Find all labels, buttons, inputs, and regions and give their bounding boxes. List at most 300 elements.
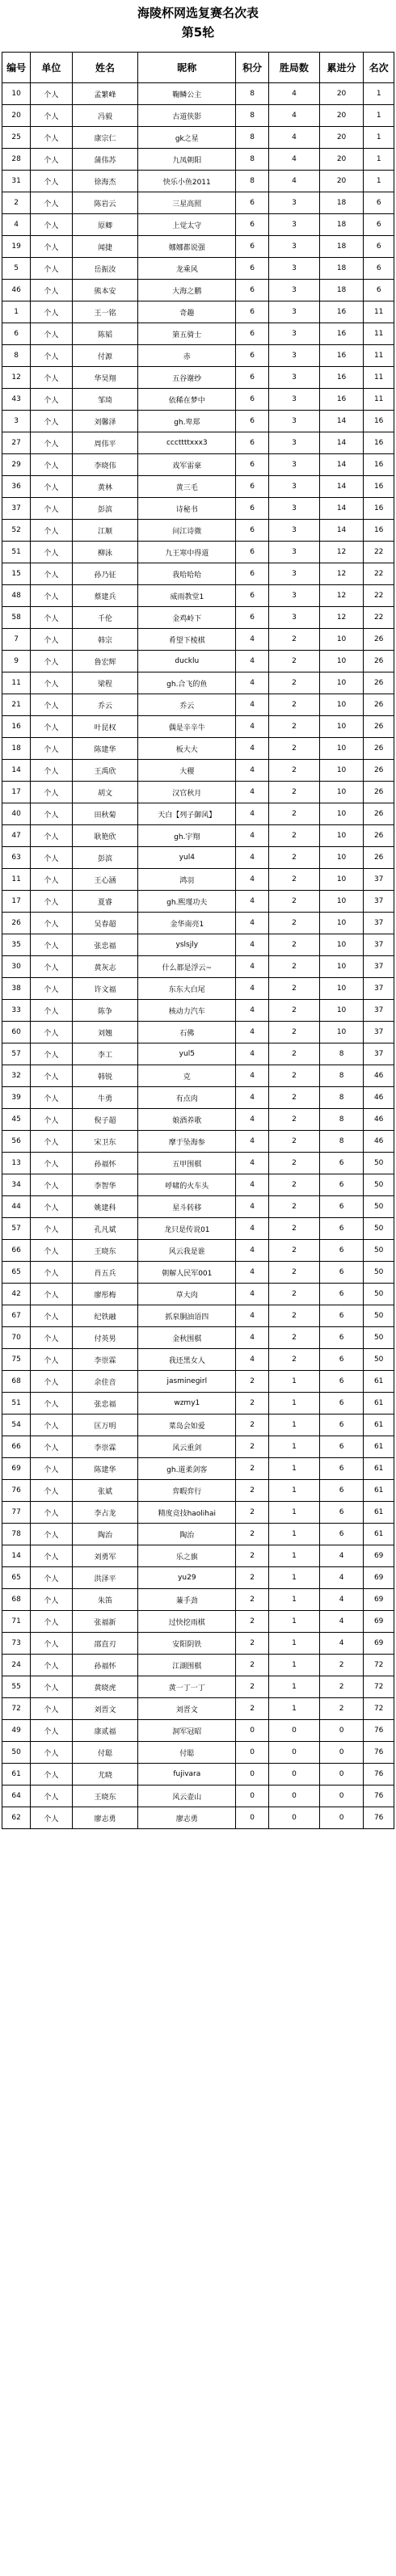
cell-name: 康宗仁	[72, 127, 138, 149]
cell-number: 60	[2, 1022, 31, 1043]
cell-unit: 个人	[31, 1153, 72, 1174]
cell-points: 2	[236, 1436, 269, 1458]
cell-points: 4	[236, 934, 269, 956]
cell-name: 冯毅	[72, 105, 138, 127]
cell-unit: 个人	[31, 214, 72, 236]
cell-unit: 个人	[31, 585, 72, 607]
cell-number: 16	[2, 716, 31, 738]
cell-wins: 3	[269, 367, 320, 389]
cell-rank: 11	[364, 345, 394, 367]
cell-cumulative: 6	[319, 1349, 364, 1371]
table-row	[2, 345, 394, 367]
cell-unit: 个人	[31, 1174, 72, 1196]
cell-nickname: 摩于坠海参	[138, 1131, 236, 1153]
cell-nickname: 天白【列子御风】	[138, 803, 236, 825]
cell-unit: 个人	[31, 1611, 72, 1633]
cell-number: 9	[2, 651, 31, 672]
cell-points: 4	[236, 1174, 269, 1196]
column-header-points: 积分	[236, 53, 269, 83]
cell-nickname: gh.合飞的鱼	[138, 672, 236, 694]
cell-cumulative: 16	[319, 323, 364, 345]
table-row	[2, 1000, 394, 1022]
cell-number: 6	[2, 323, 31, 345]
cell-wins: 3	[269, 301, 320, 323]
cell-cumulative: 6	[319, 1196, 364, 1218]
cell-nickname: 金华南亮1	[138, 913, 236, 934]
cell-name: 柳泳	[72, 542, 138, 563]
cell-cumulative: 14	[319, 498, 364, 520]
cell-points: 6	[236, 345, 269, 367]
table-caption	[0, 0, 396, 52]
cell-cumulative: 10	[319, 651, 364, 672]
cell-rank: 26	[364, 629, 394, 651]
cell-unit: 个人	[31, 1393, 72, 1414]
cell-wins: 1	[269, 1458, 320, 1480]
cell-unit: 个人	[31, 149, 72, 171]
cell-cumulative: 18	[319, 236, 364, 258]
cell-rank: 1	[364, 171, 394, 192]
cell-wins: 1	[269, 1436, 320, 1458]
cell-number: 75	[2, 1349, 31, 1371]
cell-rank: 50	[364, 1349, 394, 1371]
cell-unit: 个人	[31, 411, 72, 432]
table-row	[2, 1043, 394, 1065]
cell-unit: 个人	[31, 1676, 72, 1698]
cell-number: 32	[2, 1065, 31, 1087]
cell-name: 李工	[72, 1043, 138, 1065]
cell-cumulative: 20	[319, 83, 364, 105]
cell-points: 6	[236, 607, 269, 629]
cell-nickname: yul4	[138, 847, 236, 869]
cell-number: 26	[2, 913, 31, 934]
cell-nickname: 抓泉胴油语四	[138, 1305, 236, 1327]
cell-number: 57	[2, 1218, 31, 1240]
cell-points: 4	[236, 738, 269, 760]
cell-cumulative: 12	[319, 585, 364, 607]
cell-cumulative: 20	[319, 149, 364, 171]
cell-rank: 76	[364, 1785, 394, 1807]
cell-unit: 个人	[31, 236, 72, 258]
cell-rank: 1	[364, 127, 394, 149]
cell-number: 39	[2, 1087, 31, 1109]
column-header-rank: 名次	[364, 53, 394, 83]
cell-points: 6	[236, 563, 269, 585]
cell-number: 73	[2, 1633, 31, 1655]
cell-number: 28	[2, 149, 31, 171]
cell-rank: 1	[364, 105, 394, 127]
cell-cumulative: 6	[319, 1284, 364, 1305]
cell-points: 8	[236, 127, 269, 149]
cell-unit: 个人	[31, 476, 72, 498]
table-row	[2, 782, 394, 803]
table-row	[2, 629, 394, 651]
cell-unit: 个人	[31, 1087, 72, 1109]
table-row	[2, 1305, 394, 1327]
cell-name: 陈建华	[72, 738, 138, 760]
cell-cumulative: 2	[319, 1655, 364, 1676]
cell-nickname: 娜娜都说强	[138, 236, 236, 258]
cell-unit: 个人	[31, 280, 72, 301]
cell-cumulative: 10	[319, 738, 364, 760]
cell-wins: 3	[269, 258, 320, 280]
cell-points: 4	[236, 803, 269, 825]
cell-wins: 2	[269, 1218, 320, 1240]
cell-wins: 3	[269, 585, 320, 607]
cell-wins: 2	[269, 1327, 320, 1349]
cell-wins: 4	[269, 83, 320, 105]
cell-points: 6	[236, 192, 269, 214]
cell-points: 4	[236, 716, 269, 738]
cell-wins: 2	[269, 1065, 320, 1087]
cell-unit: 个人	[31, 1414, 72, 1436]
cell-cumulative: 10	[319, 716, 364, 738]
cell-cumulative: 8	[319, 1043, 364, 1065]
cell-wins: 2	[269, 1196, 320, 1218]
cell-nickname: 依稀在梦中	[138, 389, 236, 411]
cell-name: 李智华	[72, 1174, 138, 1196]
cell-wins: 2	[269, 956, 320, 978]
table-row	[2, 498, 394, 520]
cell-wins: 2	[269, 1022, 320, 1043]
cell-number: 5	[2, 258, 31, 280]
cell-wins: 2	[269, 847, 320, 869]
cell-name: 黄林	[72, 476, 138, 498]
cell-number: 65	[2, 1567, 31, 1589]
cell-rank: 6	[364, 258, 394, 280]
cell-unit: 个人	[31, 432, 72, 454]
cell-cumulative: 18	[319, 280, 364, 301]
cell-number: 21	[2, 694, 31, 716]
cell-points: 8	[236, 83, 269, 105]
cell-points: 6	[236, 280, 269, 301]
table-row	[2, 1785, 394, 1807]
cell-number: 48	[2, 585, 31, 607]
cell-unit: 个人	[31, 1502, 72, 1524]
cell-wins: 3	[269, 280, 320, 301]
cell-name: 千伦	[72, 607, 138, 629]
cell-rank: 61	[364, 1458, 394, 1480]
cell-unit: 个人	[31, 738, 72, 760]
cell-rank: 46	[364, 1087, 394, 1109]
table-row	[2, 432, 394, 454]
cell-rank: 69	[364, 1567, 394, 1589]
cell-unit: 个人	[31, 1065, 72, 1087]
cell-unit: 个人	[31, 367, 72, 389]
cell-wins: 4	[269, 105, 320, 127]
table-row	[2, 1284, 394, 1305]
cell-wins: 2	[269, 978, 320, 1000]
cell-points: 4	[236, 782, 269, 803]
cell-rank: 16	[364, 498, 394, 520]
cell-points: 4	[236, 1109, 269, 1131]
cell-points: 2	[236, 1371, 269, 1393]
cell-rank: 6	[364, 192, 394, 214]
cell-nickname: 诗秘书	[138, 498, 236, 520]
cell-unit: 个人	[31, 105, 72, 127]
cell-cumulative: 4	[319, 1567, 364, 1589]
cell-rank: 37	[364, 869, 394, 891]
cell-number: 7	[2, 629, 31, 651]
table-row	[2, 454, 394, 476]
cell-rank: 50	[364, 1174, 394, 1196]
cell-unit: 个人	[31, 716, 72, 738]
cell-wins: 2	[269, 1174, 320, 1196]
table-row	[2, 192, 394, 214]
cell-name: 邹琦	[72, 389, 138, 411]
cell-name: 韩锐	[72, 1065, 138, 1087]
cell-cumulative: 0	[319, 1764, 364, 1785]
cell-wins: 0	[269, 1785, 320, 1807]
cell-rank: 61	[364, 1393, 394, 1414]
cell-cumulative: 20	[319, 105, 364, 127]
cell-rank: 69	[364, 1545, 394, 1567]
cell-wins: 2	[269, 1153, 320, 1174]
cell-unit: 个人	[31, 1305, 72, 1327]
cell-number: 36	[2, 476, 31, 498]
cell-points: 2	[236, 1567, 269, 1589]
cell-points: 4	[236, 956, 269, 978]
cell-rank: 50	[364, 1327, 394, 1349]
cell-wins: 2	[269, 1262, 320, 1284]
cell-points: 2	[236, 1458, 269, 1480]
cell-number: 78	[2, 1524, 31, 1545]
table-row	[2, 1087, 394, 1109]
cell-wins: 3	[269, 542, 320, 563]
cell-nickname: 龙只是传说01	[138, 1218, 236, 1240]
table-row	[2, 411, 394, 432]
cell-number: 77	[2, 1502, 31, 1524]
cell-name: 江顺	[72, 520, 138, 542]
cell-name: 鲁宏辉	[72, 651, 138, 672]
cell-wins: 1	[269, 1524, 320, 1545]
cell-unit: 个人	[31, 1109, 72, 1131]
cell-nickname: 鞠鳞公主	[138, 83, 236, 105]
cell-unit: 个人	[31, 520, 72, 542]
cell-rank: 37	[364, 1043, 394, 1065]
cell-rank: 26	[364, 738, 394, 760]
cell-points: 4	[236, 760, 269, 782]
cell-points: 6	[236, 258, 269, 280]
cell-number: 49	[2, 1720, 31, 1742]
cell-points: 6	[236, 411, 269, 432]
cell-number: 31	[2, 171, 31, 192]
table-row	[2, 716, 394, 738]
cell-points: 4	[236, 1065, 269, 1087]
cell-unit: 个人	[31, 1131, 72, 1153]
cell-number: 15	[2, 563, 31, 585]
cell-cumulative: 6	[319, 1174, 364, 1196]
cell-number: 34	[2, 1174, 31, 1196]
cell-wins: 3	[269, 323, 320, 345]
cell-points: 2	[236, 1545, 269, 1567]
column-header-nickname: 昵称	[138, 53, 236, 83]
cell-points: 6	[236, 214, 269, 236]
cell-number: 71	[2, 1611, 31, 1633]
cell-name: 张忠福	[72, 934, 138, 956]
cell-wins: 1	[269, 1589, 320, 1611]
cell-rank: 61	[364, 1524, 394, 1545]
cell-rank: 11	[364, 389, 394, 411]
cell-cumulative: 10	[319, 978, 364, 1000]
cell-name: 周伟平	[72, 432, 138, 454]
table-row	[2, 1022, 394, 1043]
cell-rank: 26	[364, 672, 394, 694]
cell-nickname: 廖志勇	[138, 1807, 236, 1829]
cell-name: 彭滨	[72, 498, 138, 520]
cell-points: 4	[236, 1131, 269, 1153]
cell-cumulative: 6	[319, 1480, 364, 1502]
cell-points: 2	[236, 1480, 269, 1502]
cell-rank: 72	[364, 1655, 394, 1676]
table-row	[2, 171, 394, 192]
cell-rank: 50	[364, 1196, 394, 1218]
table-row	[2, 1698, 394, 1720]
cell-number: 2	[2, 192, 31, 214]
cell-cumulative: 6	[319, 1458, 364, 1480]
cell-nickname: 弈暇弈行	[138, 1480, 236, 1502]
cell-unit: 个人	[31, 563, 72, 585]
cell-rank: 61	[364, 1480, 394, 1502]
cell-cumulative: 12	[319, 607, 364, 629]
cell-unit: 个人	[31, 760, 72, 782]
cell-wins: 2	[269, 1109, 320, 1131]
table-row	[2, 1589, 394, 1611]
cell-cumulative: 0	[319, 1742, 364, 1764]
table-row	[2, 1807, 394, 1829]
cell-nickname: 肴望下棱棋	[138, 629, 236, 651]
cell-rank: 11	[364, 367, 394, 389]
table-row	[2, 236, 394, 258]
table-row	[2, 280, 394, 301]
cell-nickname: 汉官秋月	[138, 782, 236, 803]
cell-points: 4	[236, 651, 269, 672]
cell-cumulative: 14	[319, 476, 364, 498]
cell-rank: 6	[364, 236, 394, 258]
cell-wins: 2	[269, 913, 320, 934]
cell-name: 熊本安	[72, 280, 138, 301]
cell-number: 50	[2, 1742, 31, 1764]
cell-unit: 个人	[31, 978, 72, 1000]
cell-number: 55	[2, 1676, 31, 1698]
column-header-cumulative: 累进分	[319, 53, 364, 83]
cell-cumulative: 14	[319, 520, 364, 542]
table-row	[2, 214, 394, 236]
cell-name: 张福新	[72, 1611, 138, 1633]
cell-nickname: 古道侠影	[138, 105, 236, 127]
cell-wins: 2	[269, 1284, 320, 1305]
cell-number: 24	[2, 1655, 31, 1676]
cell-cumulative: 0	[319, 1785, 364, 1807]
table-row	[2, 1655, 394, 1676]
cell-nickname: 陶治	[138, 1524, 236, 1545]
cell-nickname: 偶是辛辛牛	[138, 716, 236, 738]
cell-wins: 0	[269, 1720, 320, 1742]
cell-unit: 个人	[31, 1524, 72, 1545]
cell-rank: 76	[364, 1764, 394, 1785]
cell-wins: 4	[269, 149, 320, 171]
cell-cumulative: 20	[319, 171, 364, 192]
cell-points: 4	[236, 978, 269, 1000]
cell-rank: 11	[364, 301, 394, 323]
cell-rank: 16	[364, 454, 394, 476]
cell-nickname: gh.熙瑾功夫	[138, 891, 236, 913]
cell-unit: 个人	[31, 1284, 72, 1305]
table-row	[2, 1240, 394, 1262]
cell-name: 洪泽平	[72, 1567, 138, 1589]
cell-points: 4	[236, 1262, 269, 1284]
cell-rank: 61	[364, 1414, 394, 1436]
cell-name: 孟繁峰	[72, 83, 138, 105]
cell-nickname: 黄一丁一丁	[138, 1676, 236, 1698]
cell-unit: 个人	[31, 1545, 72, 1567]
cell-unit: 个人	[31, 1785, 72, 1807]
cell-points: 4	[236, 1022, 269, 1043]
cell-nickname: jasminegirl	[138, 1371, 236, 1393]
cell-nickname: 乔云	[138, 694, 236, 716]
cell-number: 29	[2, 454, 31, 476]
cell-wins: 2	[269, 891, 320, 913]
cell-wins: 3	[269, 214, 320, 236]
cell-name: 田秋菊	[72, 803, 138, 825]
table-row	[2, 1480, 394, 1502]
cell-points: 6	[236, 498, 269, 520]
cell-points: 4	[236, 694, 269, 716]
table-row	[2, 1436, 394, 1458]
cell-rank: 26	[364, 716, 394, 738]
cell-nickname: 快乐小鱼2011	[138, 171, 236, 192]
cell-name: 李崇霖	[72, 1436, 138, 1458]
cell-number: 54	[2, 1414, 31, 1436]
cell-rank: 76	[364, 1720, 394, 1742]
cell-wins: 2	[269, 825, 320, 847]
cell-name: 刘晋文	[72, 1698, 138, 1720]
cell-cumulative: 16	[319, 345, 364, 367]
cell-wins: 1	[269, 1698, 320, 1720]
cell-nickname: 江湖围棋	[138, 1655, 236, 1676]
cell-wins: 1	[269, 1655, 320, 1676]
cell-cumulative: 18	[319, 214, 364, 236]
cell-name: 黄灰志	[72, 956, 138, 978]
cell-name: 王心涵	[72, 869, 138, 891]
cell-rank: 46	[364, 1131, 394, 1153]
cell-cumulative: 10	[319, 825, 364, 847]
cell-name: 孙福怀	[72, 1655, 138, 1676]
cell-number: 25	[2, 127, 31, 149]
cell-number: 13	[2, 1153, 31, 1174]
table-row	[2, 672, 394, 694]
cell-name: 匡万明	[72, 1414, 138, 1436]
cell-unit: 个人	[31, 1807, 72, 1829]
table-row	[2, 323, 394, 345]
table-row	[2, 847, 394, 869]
cell-points: 6	[236, 389, 269, 411]
cell-unit: 个人	[31, 1218, 72, 1240]
cell-wins: 3	[269, 563, 320, 585]
table-row	[2, 563, 394, 585]
table-row	[2, 542, 394, 563]
cell-nickname: 赤	[138, 345, 236, 367]
cell-rank: 16	[364, 476, 394, 498]
cell-nickname: 上觉太守	[138, 214, 236, 236]
cell-wins: 1	[269, 1545, 320, 1567]
cell-name: 吴春超	[72, 913, 138, 934]
cell-wins: 2	[269, 1043, 320, 1065]
cell-name: 付聪	[72, 1742, 138, 1764]
cell-nickname: 风云重剑	[138, 1436, 236, 1458]
cell-cumulative: 2	[319, 1676, 364, 1698]
cell-number: 62	[2, 1807, 31, 1829]
table-row	[2, 1502, 394, 1524]
